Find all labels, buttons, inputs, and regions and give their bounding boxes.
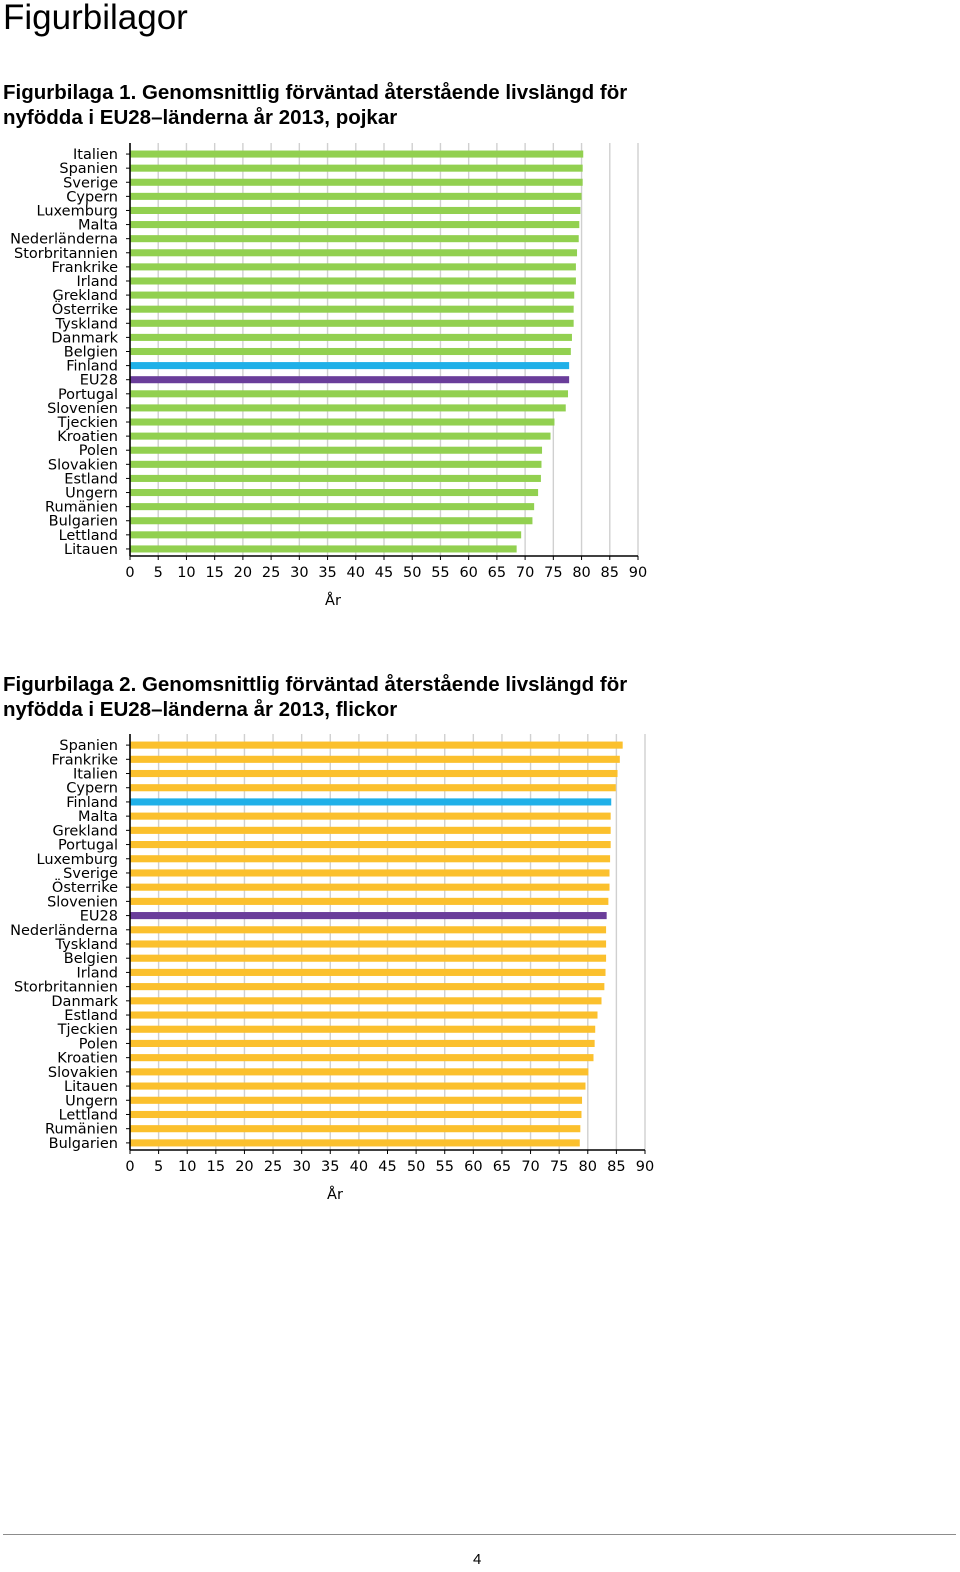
x-axis-label: År <box>325 593 341 609</box>
bar-bulgarien <box>130 517 532 524</box>
x-tick-label: 35 <box>321 1159 340 1175</box>
figure-2-caption <box>3 672 953 722</box>
bar-italien <box>130 770 618 777</box>
bar-polen <box>130 447 542 454</box>
category-label: Spanien <box>59 161 118 178</box>
x-tick-label: 50 <box>406 1159 426 1175</box>
category-label: Luxemburg <box>36 203 118 220</box>
bar-slovenien <box>130 898 608 905</box>
category-label: Irland <box>76 273 118 290</box>
bar-belgien <box>130 348 571 355</box>
bar-irland <box>130 969 606 976</box>
bar-eu28 <box>130 376 569 383</box>
bar-tjeckien <box>130 418 554 425</box>
bar-estland <box>130 1011 598 1018</box>
category-label: Cypern <box>66 780 118 797</box>
category-label: Irland <box>76 965 118 982</box>
bar-tjeckien <box>130 1026 595 1033</box>
category-label: Estland <box>64 1008 118 1025</box>
bar-estland <box>130 475 541 482</box>
x-tick-label: 40 <box>346 565 366 581</box>
figure-1-chart-svg <box>0 140 700 620</box>
x-tick-label: 75 <box>549 1159 569 1175</box>
category-label: Österrike <box>51 880 118 897</box>
x-tick-label: 15 <box>206 1159 226 1175</box>
category-label: Lettland <box>58 1107 118 1124</box>
figure-2-caption-line-2: nyfödda i EU28–länderna år 2013, flickor <box>3 698 398 721</box>
category-label: Nederländerna <box>10 922 118 939</box>
category-label: Luxemburg <box>36 851 118 868</box>
footer-rule <box>3 1534 956 1535</box>
bar-kroatien <box>130 433 551 440</box>
category-label: Kroatien <box>57 1050 118 1067</box>
bar-spanien <box>130 165 583 172</box>
bar-irland <box>130 277 576 284</box>
bar-tyskland <box>130 320 574 327</box>
x-tick-label: 85 <box>600 565 620 581</box>
x-tick-label: 20 <box>233 565 253 581</box>
category-label: Nederländerna <box>10 231 118 248</box>
figure-2-chart <box>0 733 700 1213</box>
x-tick-label: 80 <box>578 1159 598 1175</box>
bar-danmark <box>130 334 572 341</box>
bar-storbritannien <box>130 983 604 990</box>
x-tick-label: 65 <box>487 565 507 581</box>
category-label: Italien <box>72 766 118 783</box>
category-label: Portugal <box>57 386 118 403</box>
figure-2-caption-line-1: Figurbilaga 2. Genomsnittlig förväntad återstående livslängd för <box>3 673 628 696</box>
category-label: Slovenien <box>47 400 118 417</box>
x-tick-label: 55 <box>435 1159 454 1175</box>
bar-österrike <box>130 306 574 313</box>
x-tick-label: 25 <box>263 1159 283 1175</box>
x-tick-label: 90 <box>635 1159 655 1175</box>
category-label: Slovakien <box>47 457 118 474</box>
bar-bulgarien <box>130 1139 580 1146</box>
category-label: Ungern <box>65 485 118 502</box>
bar-litauen <box>130 1083 585 1090</box>
bar-portugal <box>130 841 611 848</box>
bar-österrike <box>130 884 610 891</box>
x-tick-label: 10 <box>177 565 196 581</box>
x-tick-label: 25 <box>261 565 281 581</box>
category-label: Spanien <box>59 738 118 755</box>
category-label: Belgien <box>63 344 118 361</box>
category-label: Cypern <box>66 189 118 206</box>
x-tick-label: 40 <box>349 1159 369 1175</box>
x-tick-label: 70 <box>515 565 535 581</box>
x-tick-label: 20 <box>235 1159 254 1175</box>
x-tick-label: 0 <box>125 1159 135 1175</box>
x-tick-label: 10 <box>177 1159 197 1175</box>
category-label: Polen <box>78 443 118 460</box>
bar-finland <box>130 362 569 369</box>
bar-rumänien <box>130 1125 580 1132</box>
page-number: 4 <box>473 1551 482 1568</box>
x-tick-label: 70 <box>521 1159 540 1175</box>
x-tick-label: 80 <box>572 565 591 581</box>
x-tick-label: 45 <box>378 1159 397 1175</box>
category-label: Belgien <box>63 951 118 968</box>
figure-1-caption-line-2: nyfödda i EU28–länderna år 2013, pojkar <box>3 106 398 129</box>
x-tick-label: 75 <box>544 565 563 581</box>
bar-ungern <box>130 1097 582 1104</box>
category-label: Finland <box>66 794 118 811</box>
bar-cypern <box>130 193 582 200</box>
bar-storbritannien <box>130 249 577 256</box>
bar-rumänien <box>130 503 534 510</box>
x-tick-label: 30 <box>292 1159 311 1175</box>
category-label: Rumänien <box>45 1121 118 1138</box>
bar-belgien <box>130 955 606 962</box>
x-tick-label: 45 <box>374 565 394 581</box>
bar-italien <box>130 151 583 158</box>
bar-frankrike <box>130 263 576 270</box>
bar-slovenien <box>130 404 566 411</box>
page-heading: Figurbilagor <box>3 0 188 37</box>
bar-finland <box>130 798 611 805</box>
x-tick-label: 5 <box>153 565 163 581</box>
x-tick-label: 60 <box>459 565 478 581</box>
category-label: EU28 <box>79 908 118 925</box>
category-label: Österrike <box>51 302 118 319</box>
bar-sverige <box>130 179 583 186</box>
bar-frankrike <box>130 756 620 763</box>
bar-sverige <box>130 869 610 876</box>
category-label: Bulgarien <box>48 1135 118 1152</box>
x-tick-label: 5 <box>153 1159 164 1175</box>
x-tick-label: 15 <box>205 565 224 581</box>
bar-nederländerna <box>130 235 579 242</box>
category-label: Italien <box>72 147 118 164</box>
bar-luxemburg <box>130 207 580 214</box>
category-label: Tyskland <box>55 937 118 953</box>
category-label: Storbritannien <box>13 245 118 262</box>
category-label: Frankrike <box>51 259 118 276</box>
category-label: Grekland <box>52 823 118 840</box>
bar-litauen <box>130 545 517 552</box>
category-label: Malta <box>78 217 118 234</box>
category-label: Estland <box>64 471 118 488</box>
category-label: Litauen <box>64 541 118 558</box>
bar-eu28 <box>130 912 607 919</box>
bar-portugal <box>130 390 568 397</box>
category-label: Tyskland <box>55 316 118 333</box>
category-label: Sverige <box>63 175 118 192</box>
x-tick-label: 50 <box>402 565 422 581</box>
category-label: Tjeckien <box>57 415 118 432</box>
category-label: Polen <box>78 1036 118 1053</box>
category-label: Danmark <box>51 993 118 1010</box>
category-label: Slovakien <box>47 1064 118 1081</box>
bar-malta <box>130 221 579 228</box>
category-label: Frankrike <box>51 752 118 769</box>
category-label: Slovenien <box>47 894 118 911</box>
category-label: Portugal <box>57 837 118 854</box>
bar-kroatien <box>130 1054 594 1061</box>
category-label: Storbritannien <box>13 979 118 996</box>
bar-luxemburg <box>130 855 610 862</box>
category-label: Danmark <box>51 330 118 347</box>
x-axis-label: År <box>327 1187 343 1203</box>
figure-1-chart <box>0 140 700 620</box>
x-tick-label: 60 <box>464 1159 483 1175</box>
x-tick-label: 90 <box>628 565 648 581</box>
category-label: Rumänien <box>45 499 118 516</box>
category-label: Kroatien <box>57 429 118 446</box>
figure-1-caption-line-1: Figurbilaga 1. Genomsnittlig förväntad återstående livslängd för <box>3 81 628 104</box>
figure-2-chart-svg <box>0 733 700 1213</box>
x-tick-label: 65 <box>492 1159 512 1175</box>
category-label: EU28 <box>79 372 118 389</box>
bar-polen <box>130 1040 595 1047</box>
category-label: Grekland <box>52 288 118 305</box>
category-label: Ungern <box>65 1093 118 1110</box>
category-label: Lettland <box>58 527 118 544</box>
bar-grekland <box>130 292 574 299</box>
bar-grekland <box>130 827 611 834</box>
category-label: Tjeckien <box>57 1022 118 1039</box>
figure-1-caption <box>3 80 953 130</box>
x-tick-label: 30 <box>290 565 309 581</box>
bar-ungern <box>130 489 538 496</box>
x-tick-label: 55 <box>431 565 450 581</box>
bar-nederländerna <box>130 926 606 933</box>
category-label: Litauen <box>64 1079 118 1096</box>
x-tick-label: 85 <box>607 1159 626 1175</box>
category-label: Bulgarien <box>48 513 118 530</box>
bar-slovakien <box>130 1068 588 1075</box>
x-tick-label: 35 <box>318 565 337 581</box>
bar-slovakien <box>130 461 541 468</box>
bar-spanien <box>130 742 623 749</box>
x-tick-label: 0 <box>125 565 135 581</box>
bar-cypern <box>130 784 616 791</box>
bar-lettland <box>130 1111 581 1118</box>
bar-tyskland <box>130 940 606 947</box>
bar-malta <box>130 813 611 820</box>
bar-lettland <box>130 531 521 538</box>
category-label: Sverige <box>63 865 118 882</box>
category-label: Malta <box>78 809 118 826</box>
category-label: Finland <box>66 358 118 375</box>
bar-danmark <box>130 997 602 1004</box>
